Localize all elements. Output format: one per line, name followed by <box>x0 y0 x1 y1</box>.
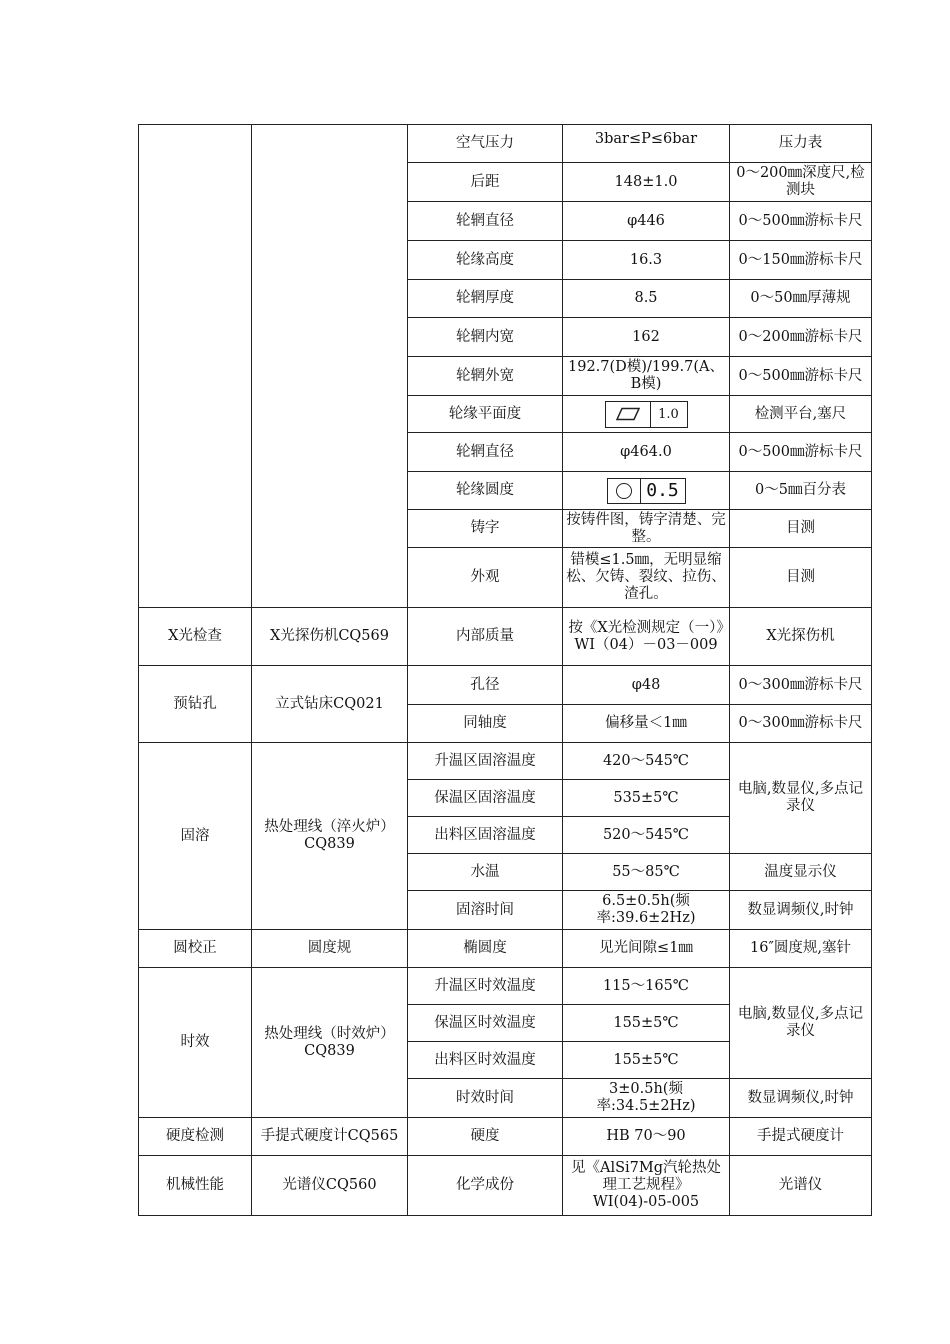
process-cell: 机械性能 <box>139 1156 252 1216</box>
tool-cell: 数显调频仪,时钟 <box>730 891 872 930</box>
spec-cell: 3±0.5h(频率:34.5±2Hz) <box>563 1079 730 1118</box>
spec-cell: 16.3 <box>563 241 730 280</box>
tool-cell: 数显调频仪,时钟 <box>730 1079 872 1118</box>
spec-cell: φ446 <box>563 202 730 241</box>
spec-cell: 162 <box>563 318 730 357</box>
tool-cell: 0～300㎜游标卡尺 <box>730 666 872 705</box>
equipment-cell: 光谱仪CQ560 <box>252 1156 408 1216</box>
tool-cell: 0～500㎜游标卡尺 <box>730 357 872 396</box>
tool-cell: 0～500㎜游标卡尺 <box>730 202 872 241</box>
item-cell: 孔径 <box>408 666 563 705</box>
item-cell: 升温区固溶温度 <box>408 743 563 780</box>
item-cell: 同轴度 <box>408 705 563 743</box>
tool-cell: 16″圆度规,塞针 <box>730 930 872 968</box>
process-cell: 时效 <box>139 968 252 1118</box>
tool-cell: 0～5㎜百分表 <box>730 472 872 510</box>
spec-cell: φ464.0 <box>563 433 730 472</box>
spec-cell: 155±5℃ <box>563 1005 730 1042</box>
table-row <box>139 1156 872 1216</box>
spec-cell: 见光间隙≤1㎜ <box>563 930 730 968</box>
spec-cell <box>563 396 730 433</box>
equipment-cell <box>252 125 408 608</box>
equipment-cell: 手提式硬度计CQ565 <box>252 1118 408 1156</box>
item-cell: 硬度 <box>408 1118 563 1156</box>
table-row <box>139 666 872 705</box>
tool-cell: 目测 <box>730 548 872 608</box>
spec-cell: 420～545℃ <box>563 743 730 780</box>
item-cell: 后距 <box>408 163 563 202</box>
process-cell: X光检查 <box>139 608 252 666</box>
table-row <box>139 968 872 1005</box>
process-cell: 硬度检测 <box>139 1118 252 1156</box>
process-cell: 固溶 <box>139 743 252 930</box>
item-cell: 椭圆度 <box>408 930 563 968</box>
item-cell: 水温 <box>408 854 563 891</box>
spec-cell: 192.7(D模)/199.7(A、B模) <box>563 357 730 396</box>
item-cell: 轮缘平面度 <box>408 396 563 433</box>
item-cell: 轮辋直径 <box>408 202 563 241</box>
roundness-tolerance-frame <box>607 478 686 504</box>
spec-cell <box>563 472 730 510</box>
item-cell: 固溶时间 <box>408 891 563 930</box>
spec-cell: 535±5℃ <box>563 780 730 817</box>
item-cell: 化学成份 <box>408 1156 563 1216</box>
tool-cell: 0～500㎜游标卡尺 <box>730 433 872 472</box>
tool-cell: 目测 <box>730 510 872 548</box>
item-cell: 保温区固溶温度 <box>408 780 563 817</box>
table-row <box>139 608 872 666</box>
item-cell: 轮缘圆度 <box>408 472 563 510</box>
spec-cell: 偏移量＜1㎜ <box>563 705 730 743</box>
roundness-tolerance-value: 0.5 <box>646 480 679 501</box>
tool-cell: X光探伤机 <box>730 608 872 666</box>
item-cell: 保温区时效温度 <box>408 1005 563 1042</box>
tool-cell: 0～150㎜游标卡尺 <box>730 241 872 280</box>
tool-cell: 0～200㎜深度尺,检测块 <box>730 163 872 202</box>
item-cell: 时效时间 <box>408 1079 563 1118</box>
item-cell: 出料区固溶温度 <box>408 817 563 854</box>
tool-cell: 电脑,数显仪,多点记录仪 <box>730 743 872 854</box>
equipment-cell: 立式钻床CQ021 <box>252 666 408 743</box>
item-cell: 外观 <box>408 548 563 608</box>
spec-cell: 148±1.0 <box>563 163 730 202</box>
spec-cell: 错模≤1.5㎜，无明显缩松、欠铸、裂纹、拉伤、渣孔。 <box>563 548 730 608</box>
flatness-icon <box>606 402 651 427</box>
inspection-table <box>138 124 872 1216</box>
item-cell: 轮辋直径 <box>408 433 563 472</box>
tool-cell: 温度显示仪 <box>730 854 872 891</box>
spec-cell: 115～165℃ <box>563 968 730 1005</box>
tool-cell: 压力表 <box>730 125 872 163</box>
spec-cell: 按铸件图，铸字清楚、完整。 <box>563 510 730 548</box>
equipment-cell: X光探伤机CQ569 <box>252 608 408 666</box>
item-cell: 轮辋内宽 <box>408 318 563 357</box>
process-cell: 圆校正 <box>139 930 252 968</box>
item-cell: 轮辋外宽 <box>408 357 563 396</box>
item-cell: 铸字 <box>408 510 563 548</box>
spec-cell: 6.5±0.5h(频率:39.6±2Hz) <box>563 891 730 930</box>
item-cell: 轮缘高度 <box>408 241 563 280</box>
item-cell: 出料区时效温度 <box>408 1042 563 1079</box>
item-cell: 轮辋厚度 <box>408 280 563 318</box>
process-cell: 预钻孔 <box>139 666 252 743</box>
flatness-tolerance-value: 1.0 <box>658 406 679 422</box>
spec-cell: 3bar≤P≤6bar <box>563 125 730 163</box>
item-cell: 空气压力 <box>408 125 563 163</box>
spec-cell: 按《X光检测规定（一）》WI（04）－03－009 <box>563 608 730 666</box>
spec-cell: HB 70～90 <box>563 1118 730 1156</box>
table-row <box>139 125 872 163</box>
equipment-cell: 热处理线（淬火炉）CQ839 <box>252 743 408 930</box>
spec-cell: 8.5 <box>563 280 730 318</box>
tool-cell: 手提式硬度计 <box>730 1118 872 1156</box>
spec-cell: φ48 <box>563 666 730 705</box>
process-cell <box>139 125 252 608</box>
equipment-cell: 热处理线（时效炉）CQ839 <box>252 968 408 1118</box>
tool-cell: 检测平台,塞尺 <box>730 396 872 433</box>
tool-cell: 0～300㎜游标卡尺 <box>730 705 872 743</box>
tool-cell: 0～200㎜游标卡尺 <box>730 318 872 357</box>
item-cell: 升温区时效温度 <box>408 968 563 1005</box>
tool-cell: 0～50㎜厚薄规 <box>730 280 872 318</box>
spec-cell: 55～85℃ <box>563 854 730 891</box>
table-row <box>139 743 872 780</box>
item-cell: 内部质量 <box>408 608 563 666</box>
spec-cell: 155±5℃ <box>563 1042 730 1079</box>
circularity-icon <box>608 479 641 503</box>
table-row <box>139 930 872 968</box>
tool-cell: 电脑,数显仪,多点记录仪 <box>730 968 872 1079</box>
tool-cell: 光谱仪 <box>730 1156 872 1216</box>
spec-cell: 520～545℃ <box>563 817 730 854</box>
flatness-tolerance-frame <box>605 401 688 428</box>
equipment-cell: 圆度规 <box>252 930 408 968</box>
table-row <box>139 1118 872 1156</box>
spec-cell: 见《AlSi7Mg汽轮热处理工艺规程》WI(04)-05-005 <box>563 1156 730 1216</box>
